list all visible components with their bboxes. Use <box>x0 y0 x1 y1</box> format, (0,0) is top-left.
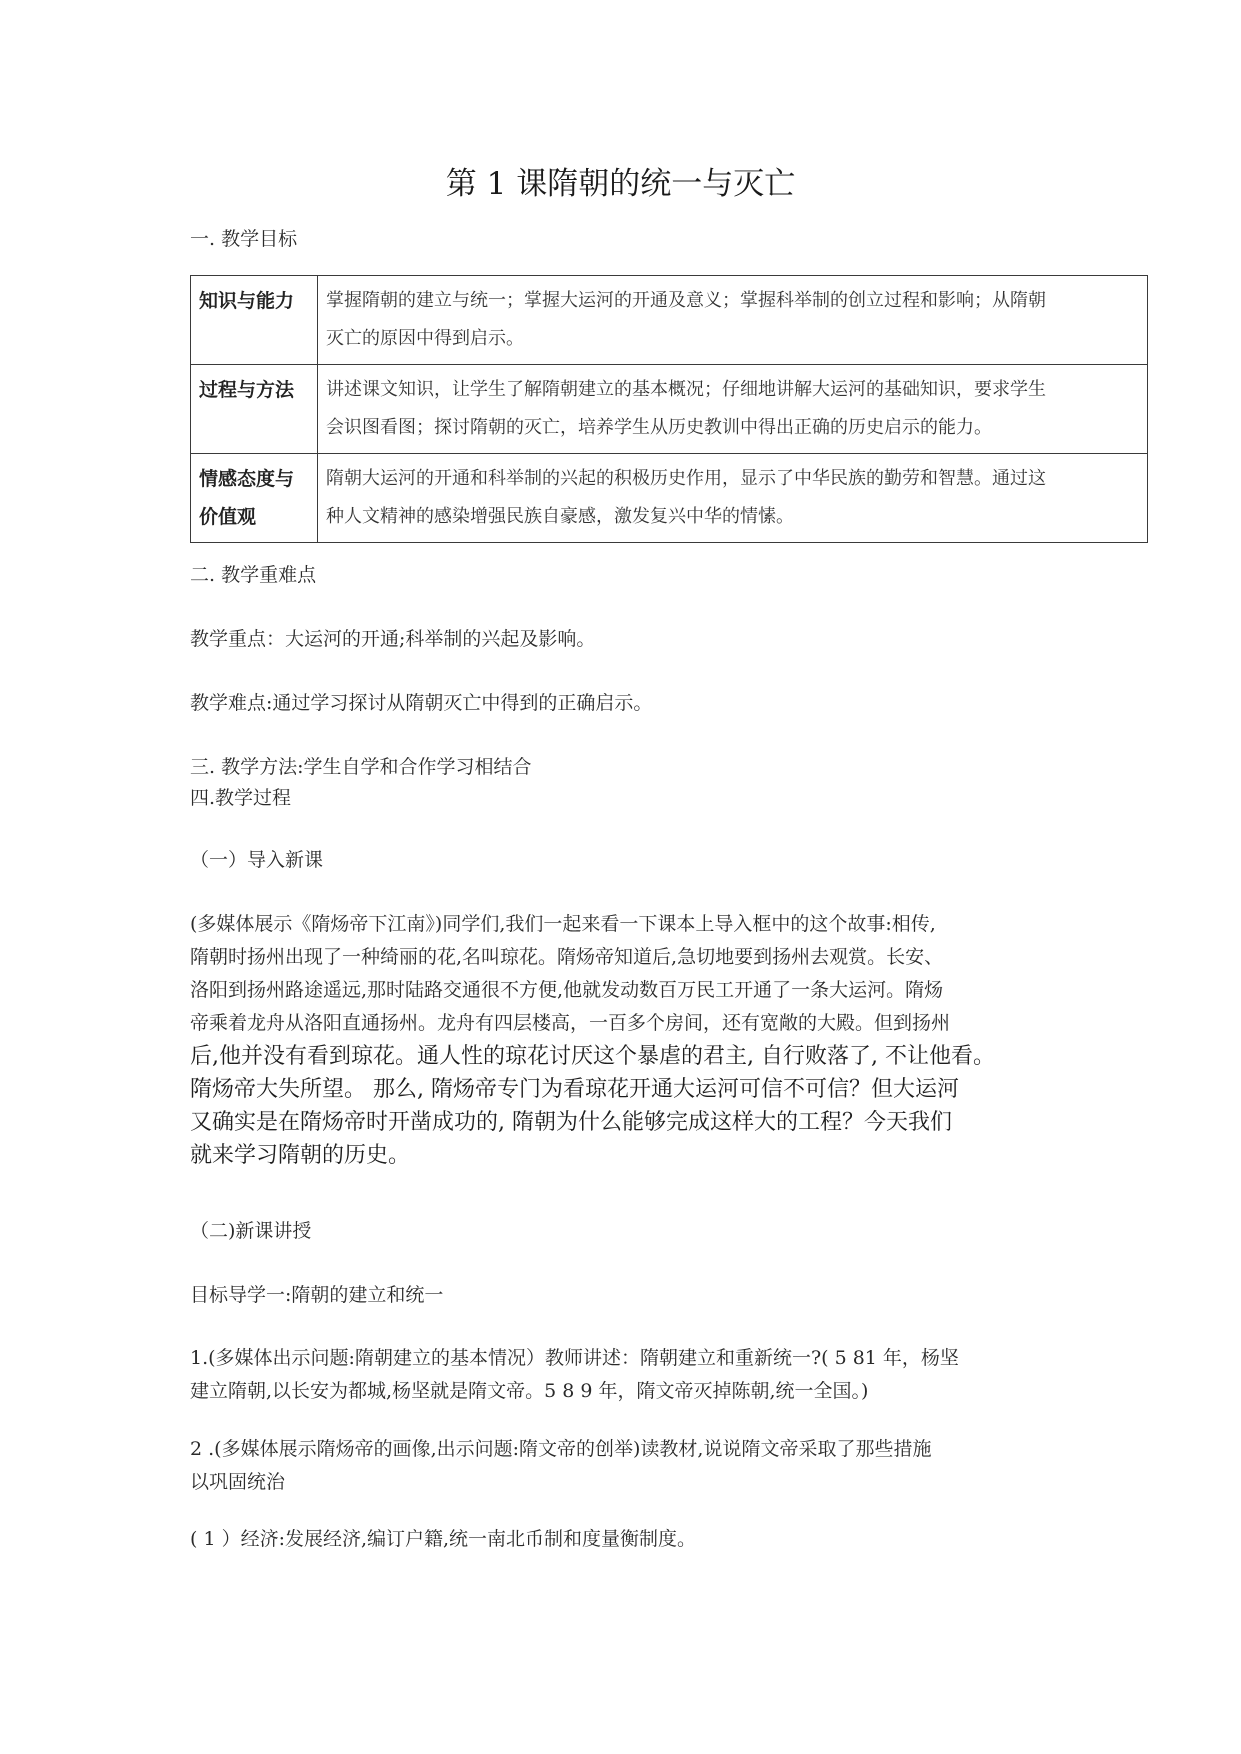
table-row <box>191 454 1148 543</box>
row-label-process: 过程与方法 <box>191 365 318 454</box>
intro-line: 隋炀帝大失所望。 那么, 隋炀帝专门为看琼花开通大运河可信不可信？但大运河 <box>190 1077 959 1102</box>
intro-line: (多媒体展示《隋炀帝下江南》)同学们,我们一起来看一下课本上导入框中的这个故事:相传, <box>190 913 936 935</box>
difficult-point-text: 教学难点:通过学习探讨从隋朝灭亡中得到的正确启示。 <box>190 692 653 714</box>
item-2-sub-1: ( 1 ）经济:发展经济,编订户籍,统一南北币制和度量衡制度。 <box>190 1528 697 1550</box>
intro-line: 帝乘着龙舟从洛阳直通扬州。龙舟有四层楼高，一百多个房间，还有宽敞的大殿。但到扬州 <box>190 1012 951 1034</box>
row-content-attitude: 隋朝大运河的开通和科举制的兴起的积极历史作用，显示了中华民族的勤劳和智慧。通过这 种人文精神的感染增强民族自豪感，激发复兴中华的情愫。 <box>318 454 1148 543</box>
intro-paragraph <box>190 908 1070 1172</box>
item-1-paragraph <box>190 1342 1070 1408</box>
item-1-line: 1.(多媒体出示问题:隋朝建立的基本情况）教师讲述：隋朝建立和重新统一?( 5 81 年，杨坚 <box>190 1347 959 1369</box>
item-2-line: 2 .(多媒体展示隋炀帝的画像,出示问题:隋文帝的创举)读教材,说说隋文帝采取了那些措施 <box>190 1438 932 1460</box>
item-1-line: 建立隋朝,以长安为都城,杨坚就是隋文帝。5 8 9 年，隋文帝灭掉陈朝,统一全国。) <box>190 1380 869 1402</box>
item-2-line: 以巩固统治 <box>190 1471 286 1493</box>
part-heading-new-lesson: （二)新课讲授 <box>190 1220 312 1242</box>
intro-line: 后,他并没有看到琼花。通人性的琼花讨厌这个暴虐的君主, 自行败落了, 不让他看。 <box>190 1044 995 1069</box>
item-2-paragraph <box>190 1433 1070 1499</box>
part-heading-intro: （一）导入新课 <box>190 849 324 871</box>
section-heading-goals: 一. 教学目标 <box>190 228 298 250</box>
row-label-knowledge: 知识与能力 <box>191 276 318 365</box>
key-point-text: 教学重点：大运河的开通;科举制的兴起及影响。 <box>190 628 596 650</box>
section-heading-method: 三. 教学方法:学生自学和合作学习相结合 <box>190 756 532 778</box>
intro-line: 又确实是在隋炀帝时开凿成功的, 隋朝为什么能够完成这样大的工程？今天我们 <box>190 1110 952 1135</box>
table-row <box>191 276 1148 365</box>
document-title: 第 1 课隋朝的统一与灭亡 <box>445 166 796 202</box>
intro-line: 隋朝时扬州出现了一种绮丽的花,名叫琼花。隋炀帝知道后,急切地要到扬州去观赏。长安、 <box>190 946 944 968</box>
table-row <box>191 365 1148 454</box>
row-content-process: 讲述课文知识，让学生了解隋朝建立的基本概况；仔细地讲解大运河的基础知识，要求学生 会识图看图；探讨隋朝的灭亡，培养学生从历史教训中得出正确的历史启示的能力。 <box>318 365 1148 454</box>
goal-heading-1: 目标导学一:隋朝的建立和统一 <box>190 1284 444 1306</box>
row-content-knowledge: 掌握隋朝的建立与统一；掌握大运河的开通及意义；掌握科举制的创立过程和影响；从隋朝 灭亡的原因中得到启示。 <box>318 276 1148 365</box>
intro-line: 就来学习隋朝的历史。 <box>190 1143 411 1168</box>
teaching-goals-table <box>190 275 1148 543</box>
row-label-attitude: 情感态度与 价值观 <box>191 454 318 543</box>
section-heading-key-points: 二. 教学重难点 <box>190 564 317 586</box>
section-heading-process: 四.教学过程 <box>190 787 292 809</box>
intro-line: 洛阳到扬州路途遥远,那时陆路交通很不方便,他就发动数百万民工开通了一条大运河。隋炀 <box>190 979 944 1001</box>
